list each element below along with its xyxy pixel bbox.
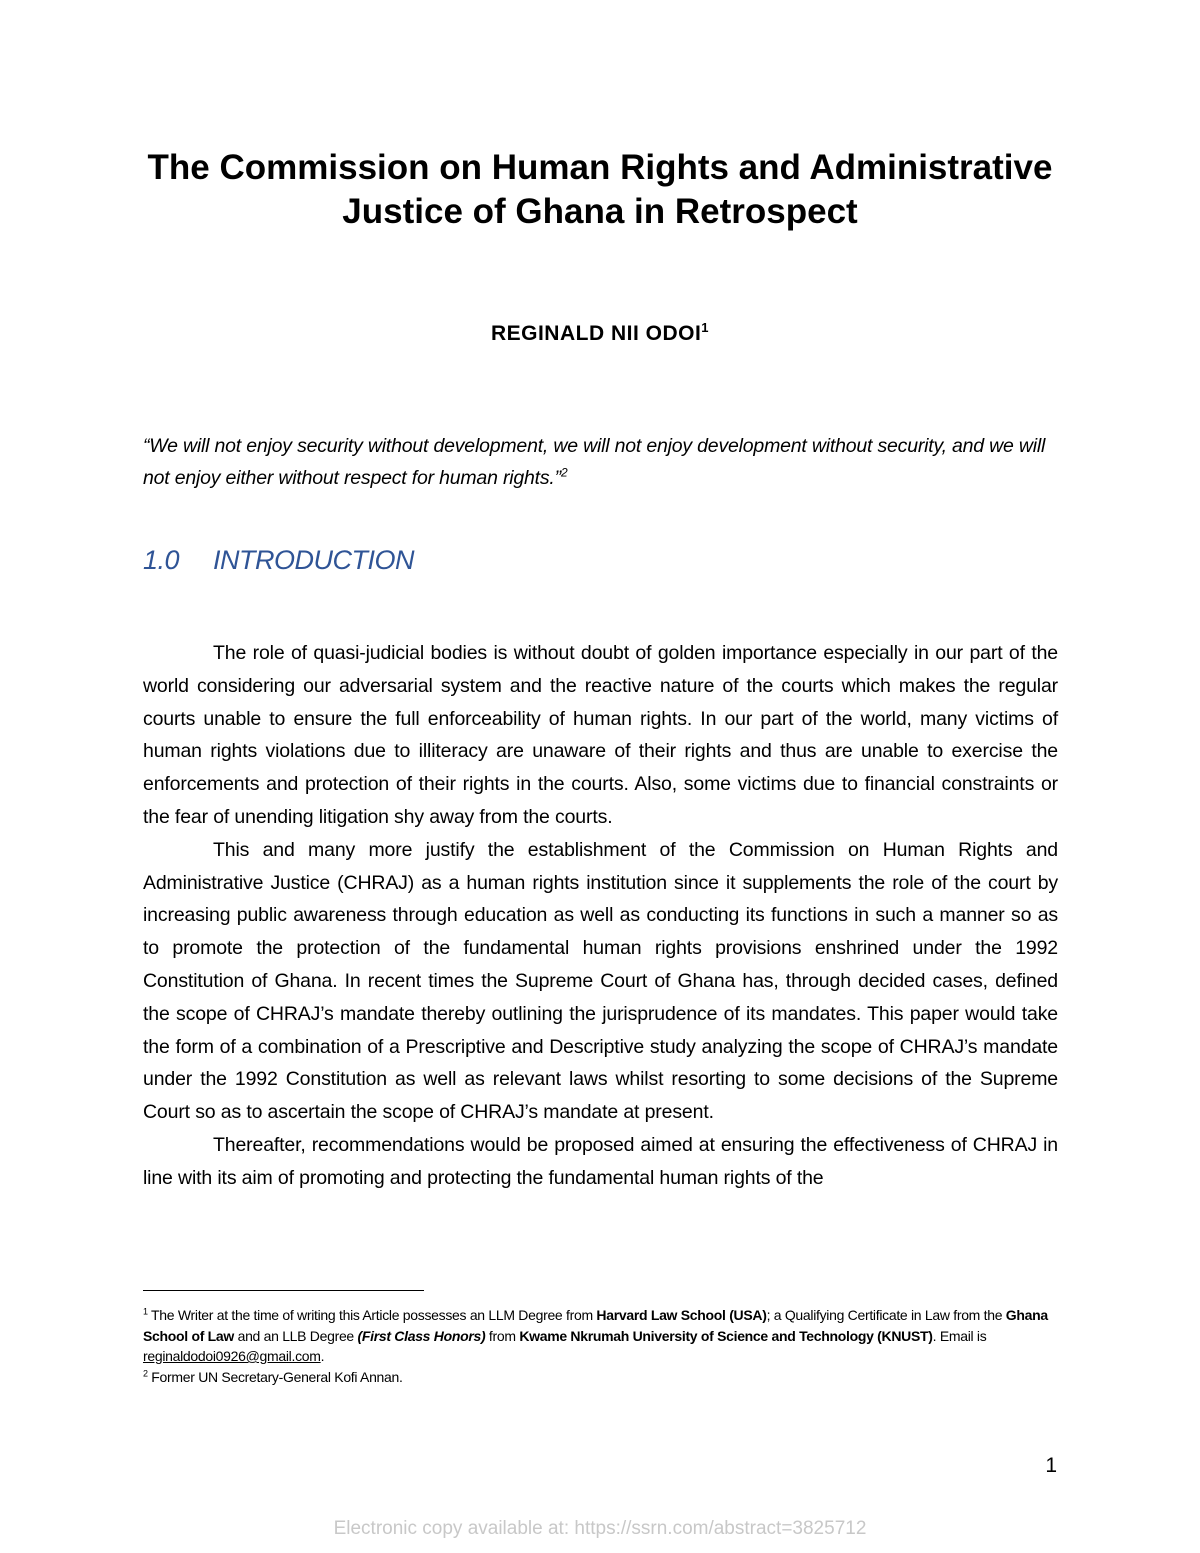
footnote-bold: Kwame Nkrumah University of Science and Technology (KNUST) xyxy=(519,1327,933,1344)
epigraph-text: “We will not enjoy security without development, we will not enjoy development without security, and we will not enjoy either without respect for human rights.” xyxy=(143,435,1046,489)
footnote-bold: Harvard Law School (USA) xyxy=(596,1307,767,1323)
paragraph: This and many more justify the establishment of the Commission on Human Rights and Administrative Justice (CHRAJ) as a human rights institution since it supplements the role of the court by increasing public awareness through education as well as conducting its functions in such a manner so as to promote the protection of the fundamental human rights provisions enshrined under the 1992 Constitution of Ghana. In recent times the Supreme Court of Ghana has, through decided cases, defined the scope of CHRAJ’s mandate thereby outlining the jurisprudence of its mandates. This paper would take the form of a combination of a Prescriptive and Descriptive study analyzing the scope of CHRAJ’s mandate under the 1992 Constitution as well as relevant laws whilst resorting to some decisions of the Supreme Court so as to ascertain the scope of CHRAJ’s mandate at present. xyxy=(143,838,1058,1124)
footnote-bold: Ghana School of Law xyxy=(143,1307,1048,1344)
section-number: 1.0 xyxy=(143,545,180,575)
section-title: INTRODUCTION xyxy=(213,545,414,575)
footnote-1-mark: 1 xyxy=(143,1306,148,1317)
page-number: 1 xyxy=(1045,1454,1057,1477)
paper-title xyxy=(100,146,1100,234)
footnote-bold-italic: (First Class Honors) xyxy=(357,1327,486,1344)
body-text xyxy=(143,637,1058,1195)
email-link[interactable]: reginaldodoi0926@gmail.com xyxy=(143,1348,321,1364)
section-heading xyxy=(143,545,414,576)
footnote-2-mark: 2 xyxy=(143,1367,148,1378)
footnote-1 xyxy=(143,1305,1061,1367)
title-line-2: Justice of Ghana in Retrospect xyxy=(342,192,858,231)
epigraph xyxy=(143,430,1058,494)
footnote-text: The Writer at the time of writing this Article possesses an LLM Degree from xyxy=(147,1307,597,1323)
footnote-text: ; a Qualifying Certificate in Law from the xyxy=(766,1307,1006,1323)
epigraph-footnote-mark[interactable]: 2 xyxy=(560,465,568,480)
title-line-1: The Commission on Human Rights and Administrative xyxy=(147,148,1053,187)
author-name: REGINALD NII ODOI xyxy=(490,322,702,345)
author-footnote-mark[interactable]: 1 xyxy=(701,320,710,335)
footnote-2 xyxy=(143,1367,1061,1388)
footnote-text: . xyxy=(320,1348,325,1364)
footnote-text: and an LLB Degree xyxy=(234,1327,358,1344)
footnote-text: from xyxy=(485,1327,520,1344)
author-line xyxy=(100,322,1100,346)
footnotes xyxy=(143,1305,1061,1387)
ssrn-watermark: Electronic copy available at: https://ssrn.com/abstract=3825712 xyxy=(333,1518,867,1539)
footnote-text: Former UN Secretary-General Kofi Annan. xyxy=(147,1368,403,1385)
paragraph: Thereafter, recommendations would be proposed aimed at ensuring the effectiveness of CHRAJ in line with its aim of promoting and protecting the fundamental human rights of the xyxy=(143,1133,1058,1189)
footnote-divider xyxy=(143,1290,424,1291)
footnote-text: . Email is xyxy=(932,1327,987,1344)
paragraph: The role of quasi-judicial bodies is without doubt of golden importance especially in our part of the world considering our adversarial system and the reactive nature of the courts which makes the regular courts unable to ensure the full enforceability of human rights. In our part of the world, many victims of human rights violations due to illiteracy are unaware of their rights and thus are unable to exercise the enforcements and protection of their rights in the courts. Also, some victims due to financial constraints or the fear of unending litigation shy away from the courts. xyxy=(143,642,1058,828)
